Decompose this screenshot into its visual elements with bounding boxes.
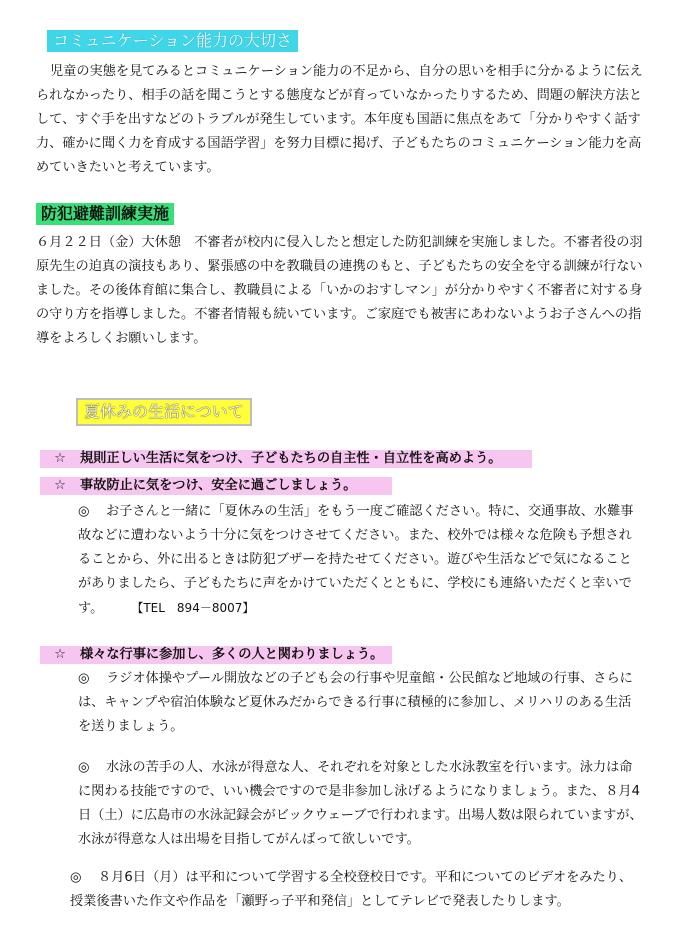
sub-item-text: 水泳の苦手の人、水泳が得意な人、それぞれを対象とした水泳教室を行います。泳力は命に関わる技能ですので、いい機会ですので是非参加し泳げるようになりましょう。また、８月4日（土）に広島市の水泳記録会がビックウェーブで行われます。出場人数は限られていますが、水泳が得意な人は出場を目指してがんばって欲しいです。 xyxy=(78,760,643,847)
sub-item-peace-day xyxy=(70,866,644,914)
double-circle-icon: ◎ xyxy=(78,504,90,519)
heading-communication: コミュニケーション能力の大切さ xyxy=(47,30,298,52)
bullet-item-regular-life xyxy=(40,450,532,468)
sub-item-safety-check xyxy=(78,500,644,621)
bullet-text: 事故防止に気をつけ、安全に過ごしましょう。 xyxy=(80,478,357,493)
star-icon: ☆ xyxy=(54,478,66,493)
bullet-item-events xyxy=(40,646,392,664)
sub-item-text: お子さんと一緒に「夏休みの生活」をもう一度ご確認ください。特に、交通事故、水難事故などに遭わないよう十分に気をつけさせてください。また、校外では様々な危険も予想されることから、外に出るときは防犯ブザーを持たせてください。遊びや生活などで気になることがありましたら、子どもたちに声をかけていただくとともに、学校にも連絡いただくと幸いです。 xyxy=(78,504,634,616)
heading-summer-vacation: 夏休みの生活について xyxy=(76,398,252,426)
double-circle-icon: ◎ xyxy=(78,760,90,775)
paragraph-communication: 児童の実態を見てみるとコミュニケーション能力の不足から、自分の思いを相手に分かるように伝えられなかったり、相手の話を聞こうとする態度などが育っていなかったりするため、問題の解決方法として、すぐ手を出すなどのトラブルが発生しています。本年度も国語に焦点をあて「分かりやすく話す力、確かに聞く力を育成する国語学習」を努力目標に掲げ、子どもたちのコミュニケーション能力を高めていきたいと考えています。 xyxy=(36,64,643,175)
sub-item-text: ８月6日（月）は平和について学習する全校登校日です。平和についてのビデオをみたり、授業後書いた作文や作品を「瀬野っ子平和発信」としてテレビで発表したりします。 xyxy=(70,870,633,909)
sub-item-community-events xyxy=(78,667,644,739)
bullet-text: 様々な行事に参加し、多くの人と関わりましょう。 xyxy=(80,647,384,662)
heading-crime-prevention-drill: 防犯避難訓練実施 xyxy=(36,203,174,225)
star-icon: ☆ xyxy=(54,647,66,662)
bullet-item-accident-prevention xyxy=(40,477,392,495)
double-circle-icon: ◎ xyxy=(78,671,90,686)
paragraph-crime-prevention-drill: ６月２２日（金）大休憩 不審者が校内に侵入したと想定した防犯訓練を実施しました。不審者役の羽原先生の迫真の演技もあり、緊張感の中を教職員の連携のもと、子どもたちの安全を守る訓練が行ないました。その後体育館に集合し、教職員による「いかのおすしマン」が分かりやすく不審者に対する身の守り方を指導しました。不審者情報も続いています。ご家庭でも被害にあわないようお子さんへの指導をよろしくお願いします。 xyxy=(36,235,643,346)
sub-item-swimming-class xyxy=(78,756,644,852)
sub-item-text: ラジオ体操やプール開放などの子ども会の行事や児童館・公民館など地域の行事、さらには、キャンプや宿泊体験など夏休みだからできる行事に積極的に参加し、メリハリのある生活を送りましょう。 xyxy=(78,671,633,734)
school-phone-number: 【TEL 894－8007】 xyxy=(137,601,255,615)
star-icon: ☆ xyxy=(54,451,66,466)
double-circle-icon: ◎ xyxy=(70,870,82,885)
bullet-text: 規則正しい生活に気をつけ、子どもたちの自主性・自立性を高めよう。 xyxy=(80,451,502,466)
